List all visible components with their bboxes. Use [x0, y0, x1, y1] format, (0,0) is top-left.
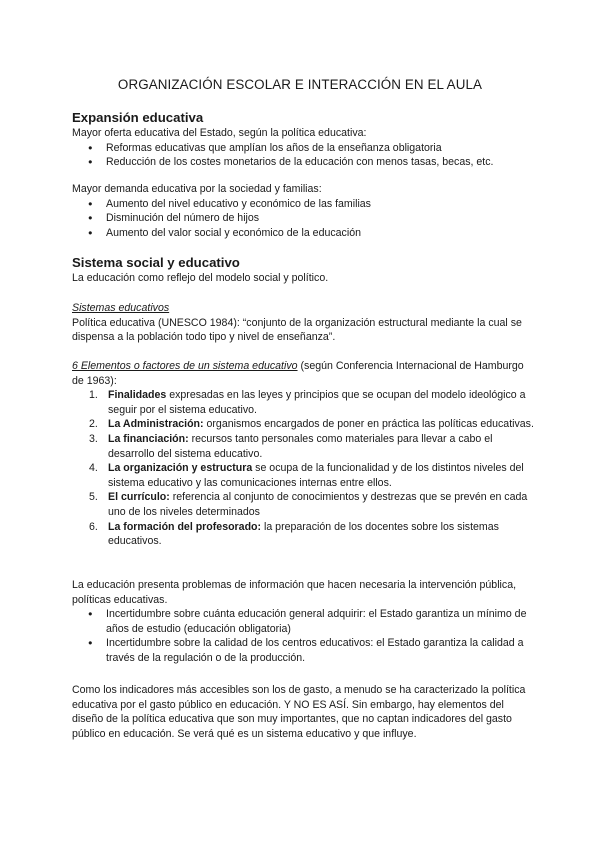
section-social [72, 254, 534, 286]
social-intro: La educación como reflejo del modelo social y político. [72, 272, 329, 284]
element-term: La financiación: [108, 432, 189, 445]
list-item [72, 461, 534, 490]
elements-list [72, 388, 534, 549]
item-number: 3. [89, 432, 98, 445]
closing-block [72, 683, 534, 741]
list-item [72, 432, 534, 461]
element-text: organismos encargados de poner en práctica las políticas educativas. [203, 418, 534, 431]
offer-list [72, 141, 534, 170]
element-text: se ocupa de la funcionalidad y de los distintos niveles del sistema educativo y las comunicaciones internas entre ellos. [108, 462, 524, 489]
element-term: La formación del profesorado: [108, 520, 262, 533]
element-text: expresadas en las leyes y principios que se ocupan del modelo ideológico a seguir por el sistema educativo. [108, 389, 526, 416]
section-heading-expansion: Expansión educativa [72, 110, 204, 125]
elements-intro [72, 359, 534, 388]
subsection-sistemas [72, 301, 534, 345]
element-term: La organización y estructura [108, 462, 253, 475]
demand-list [72, 197, 534, 241]
list-item: ● Reducción de los costes monetarios de la educación con menos tasas, becas, etc. [72, 155, 534, 170]
offer-intro: Mayor oferta educativa del Estado, según la política educativa: [72, 127, 367, 139]
item-number: 2. [89, 418, 98, 431]
element-term: Finalidades [108, 389, 167, 402]
item-number: 4. [89, 462, 98, 475]
subsection-title-elementos: 6 Elementos o factores de un sistema educativo [72, 360, 298, 372]
element-text: la preparación de los docentes sobre los sistemas educativos. [108, 520, 499, 548]
list-item [72, 520, 534, 549]
list-item: ● Incertidumbre sobre cuánta educación general adquirir: el Estado garantiza un mínimo de años de estudio (educación obligatoria) [72, 607, 534, 636]
element-term: El currículo: [108, 491, 170, 504]
section-heading-social: Sistema social y educativo [72, 255, 240, 270]
closing-paragraph: Como los indicadores más accesibles son los de gasto, a menudo se ha caracterizado la política educativa por el gasto público en educación. Y NO ES ASÍ. Sin embargo, hay elementos del diseño de la política educativa que son muy importantes, que no captan indicadores del gasto público en educación. Se verá qué es un sistema educativo y que influye. [72, 684, 526, 740]
list-item: ● Incertidumbre sobre la calidad de los centros educativos: el Estado garantiza la calidad a través de la regulación o de la producción. [72, 636, 534, 665]
problems-block [72, 578, 534, 666]
element-term: La Administración: [108, 418, 204, 431]
element-text: recursos tanto personales como materiales para llevar a cabo el desarrollo del sistema educativo. [108, 432, 493, 460]
list-item: ● Aumento del valor social y económico de la educación [72, 226, 534, 241]
demand-block [72, 182, 534, 240]
demand-intro: Mayor demanda educativa por la sociedad y familias: [72, 183, 322, 195]
list-item [72, 490, 534, 519]
list-item: ● Disminución del número de hijos [72, 211, 534, 226]
element-text: referencia al conjunto de conocimientos y destrezas que se prevén en cada uno de los niveles determinados [108, 491, 528, 518]
section-expansion [72, 109, 534, 170]
list-item: ● Reformas educativas que amplían los años de la enseñanza obligatoria [72, 141, 534, 156]
item-number: 5. [89, 491, 98, 504]
problems-intro: La educación presenta problemas de información que hacen necesaria la intervención pública, políticas educativas. [72, 579, 517, 606]
item-number: 6. [89, 520, 98, 533]
item-number: 1. [89, 389, 98, 402]
subsection-elementos [72, 359, 534, 549]
list-item: ● Aumento del nivel educativo y económico de las familias [72, 197, 534, 212]
list-item [72, 388, 534, 417]
problems-list [72, 607, 534, 665]
unesco-definition: Política educativa (UNESCO 1984): “conjunto de la organización estructural mediante la cual se dispensa a la población todo tipo y nivel de enseñanza”. [72, 316, 522, 344]
elements-intro-rest: (según Conferencia Internacional de Hamburgo de 1963): [72, 360, 524, 387]
subsection-title-sistemas: Sistemas educativos [72, 302, 170, 314]
list-item [72, 417, 534, 432]
page-title: ORGANIZACIÓN ESCOLAR E INTERACCIÓN EN EL AULA [117, 77, 483, 92]
